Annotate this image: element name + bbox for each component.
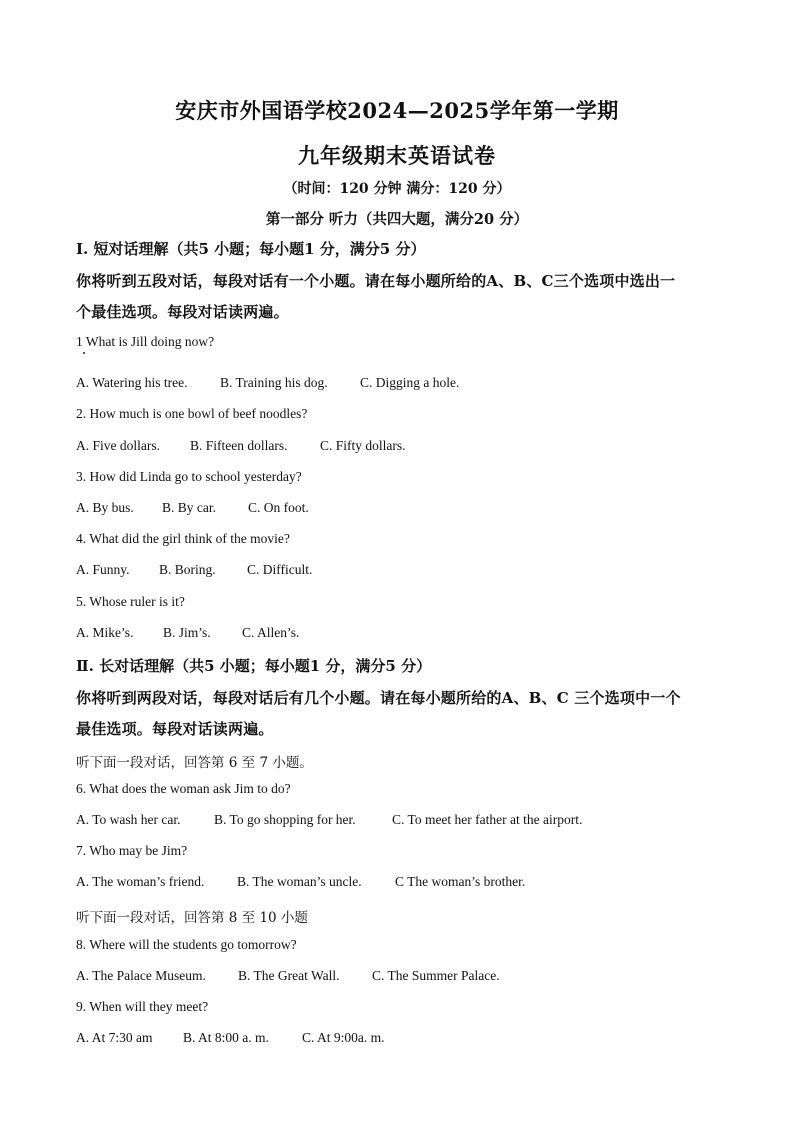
option-a: A. The woman’s friend.: [76, 874, 205, 889]
option-c: C. To meet her father at the airport.: [392, 812, 583, 827]
option-b: B. Boring.: [159, 562, 216, 577]
dialog-2-intro: 听下面一段对话，回答第 8 至 10 小题: [76, 910, 308, 926]
question-5-options: [76, 625, 299, 641]
option-b: B. The Great Wall.: [238, 968, 340, 983]
dialog-1-intro: 听下面一段对话，回答第 6 至 7 小题。: [76, 755, 313, 771]
question-2-options: [76, 438, 406, 454]
question-9: 9. When will they meet?: [76, 999, 209, 1014]
exam-title-line1: 安庆市外国语学校2024—2025学年第一学期: [175, 98, 619, 123]
option-a: A. Watering his tree.: [76, 375, 188, 390]
option-b: B. The woman’s uncle.: [237, 874, 362, 889]
question-8-options: [76, 968, 500, 984]
question-4-options: [76, 562, 312, 578]
part-one-title: 第一部分 听力（共四大题，满分20 分）: [265, 211, 529, 228]
option-a: A. Mike’s.: [76, 625, 134, 640]
option-c: C. Digging a hole.: [360, 375, 460, 390]
stray-dot: [83, 352, 85, 354]
question-7-options: [76, 874, 525, 890]
option-c: C. At 9:00a. m.: [302, 1030, 385, 1045]
option-a: A. At 7:30 am: [76, 1030, 153, 1045]
section-2-instruction-line1: 你将听到两段对话，每段对话后有几个小题。请在每小题所给的A、B、C 三个选项中一个: [76, 689, 681, 707]
option-b: B. Jim’s.: [163, 625, 211, 640]
option-a: A. Five dollars.: [76, 438, 160, 453]
question-9-options: [76, 1030, 385, 1046]
option-b: B. To go shopping for her.: [214, 812, 356, 827]
option-c: C. The Summer Palace.: [372, 968, 500, 983]
question-3: 3. How did Linda go to school yesterday?: [76, 469, 302, 484]
section-1-instruction-line1: 你将听到五段对话，每段对话有一个小题。请在每小题所给的A、B、C三个选项中选出一: [76, 272, 676, 290]
option-a: A. Funny.: [76, 562, 130, 577]
question-5: 5. Whose ruler is it?: [76, 594, 185, 609]
question-1: 1 What is Jill doing now?: [76, 334, 215, 349]
option-c: C. Difficult.: [247, 562, 313, 577]
question-7: 7. Who may be Jim?: [76, 843, 188, 858]
question-3-options: [76, 500, 309, 516]
question-2: 2. How much is one bowl of beef noodles?: [76, 406, 308, 421]
option-b: B. By car.: [162, 500, 216, 515]
option-a: A. By bus.: [76, 500, 134, 515]
option-c: C. Allen’s.: [242, 625, 300, 640]
option-b: B. At 8:00 a. m.: [183, 1030, 269, 1045]
section-2-instruction-line2: 最佳选项。每段对话读两遍。: [76, 720, 274, 738]
section-2-title: Ⅱ. 长对话理解（共5 小题；每小题1 分，满分5 分）: [76, 657, 432, 675]
question-6: 6. What does the woman ask Jim to do?: [76, 781, 291, 796]
question-4: 4. What did the girl think of the movie?: [76, 531, 290, 546]
question-8: 8. Where will the students go tomorrow?: [76, 937, 297, 952]
section-1-title: Ⅰ. 短对话理解（共5 小题；每小题1 分，满分5 分）: [76, 240, 426, 258]
option-c: C. On foot.: [248, 500, 309, 515]
option-b: B. Fifteen dollars.: [190, 438, 288, 453]
question-1-options: [76, 375, 459, 391]
exam-title-line2: 九年级期末英语试卷: [298, 143, 496, 168]
option-c: C. Fifty dollars.: [320, 438, 406, 453]
option-c: C The woman’s brother.: [395, 874, 526, 889]
question-6-options: [76, 812, 582, 828]
option-a: A. To wash her car.: [76, 812, 181, 827]
section-1-instruction-line2: 个最佳选项。每段对话读两遍。: [76, 303, 289, 321]
exam-time-score: （时间：120 分钟 满分：120 分）: [283, 181, 511, 197]
option-a: A. The Palace Museum.: [76, 968, 206, 983]
option-b: B. Training his dog.: [220, 375, 328, 390]
